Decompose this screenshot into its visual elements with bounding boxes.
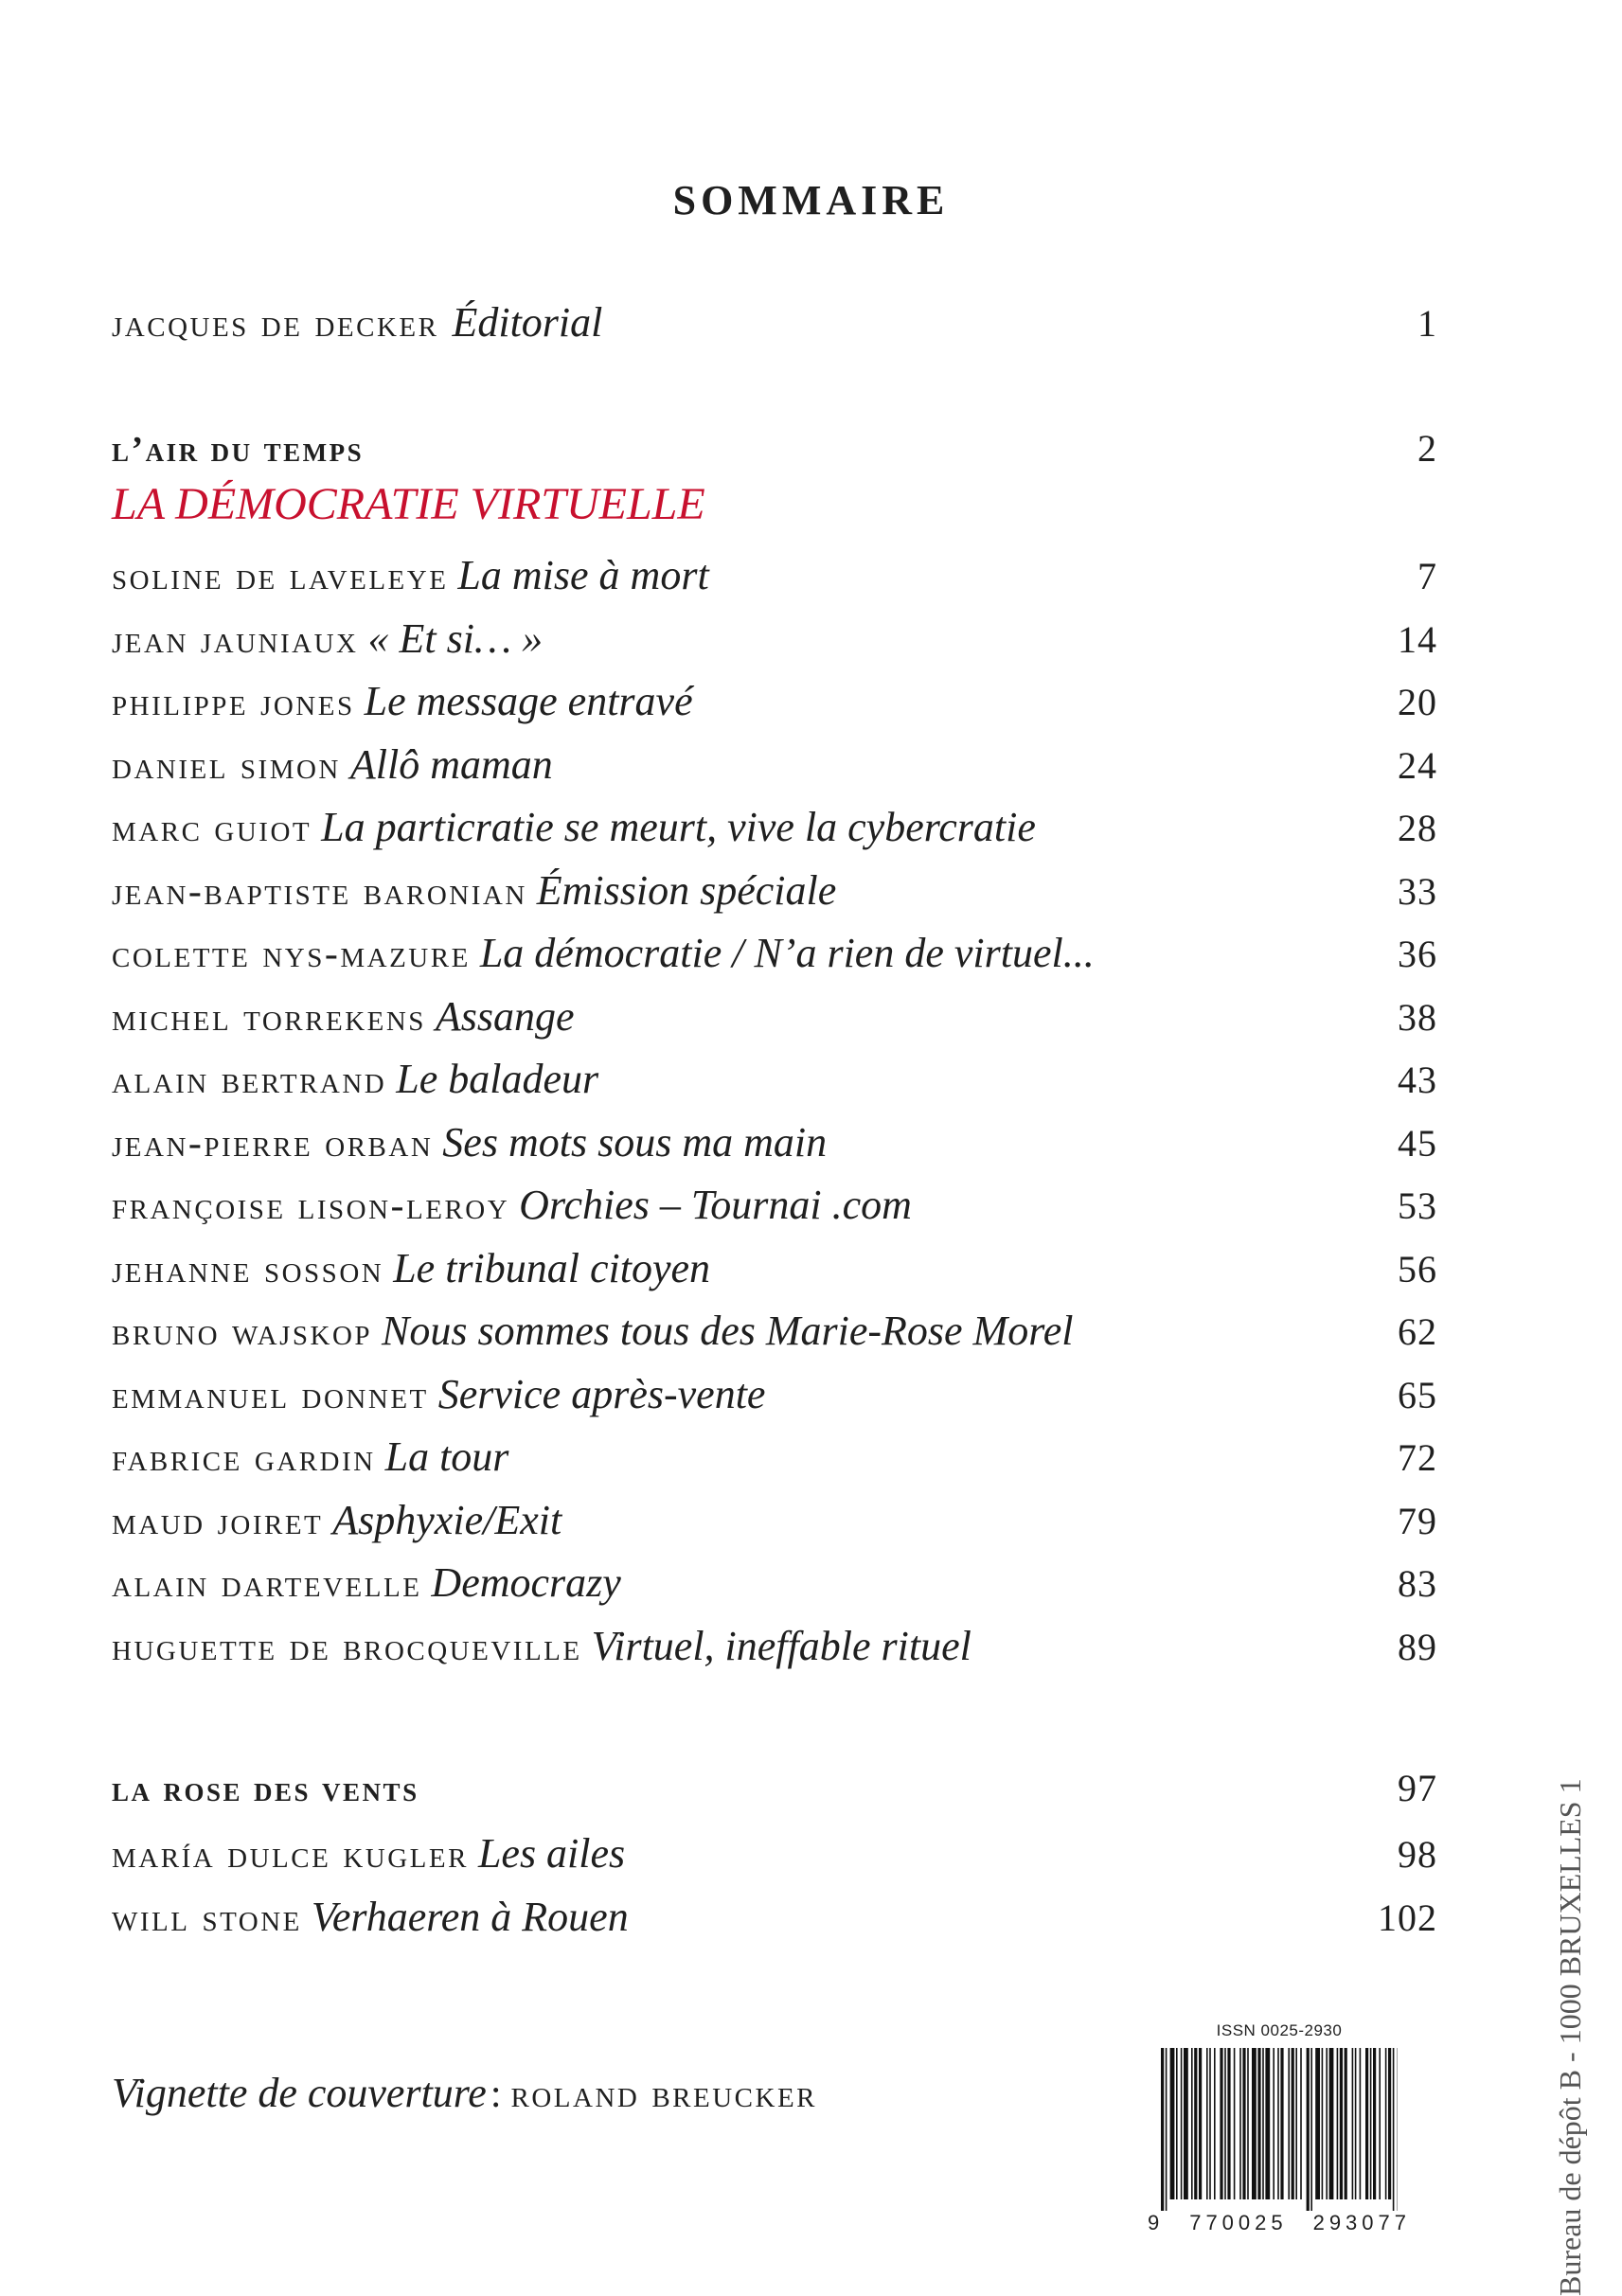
toc-entry: [112, 1496, 561, 1544]
toc-entry: [112, 1181, 912, 1229]
work-title: Le tribunal citoyen: [393, 1245, 710, 1291]
work-title: Le baladeur: [396, 1056, 598, 1102]
toc-row[interactable]: [112, 1370, 1437, 1427]
author-name: françoise lison-leroy: [112, 1184, 509, 1228]
toc-row[interactable]: [112, 740, 1437, 797]
toc-entry: [112, 1558, 621, 1607]
page-number: 97: [1398, 1766, 1437, 1810]
work-title: La mise à mort: [457, 552, 708, 598]
work-title: La particratie se meurt, vive la cybercratie: [321, 804, 1036, 850]
section-title: l’air du temps: [112, 429, 364, 471]
page-number: 1: [1417, 301, 1437, 346]
toc-row[interactable]: [112, 1622, 1437, 1679]
author-name: soline de laveleye: [112, 555, 448, 598]
toc-section-rose-des-vents[interactable]: [112, 1766, 1437, 1823]
work-title: Allô maman: [350, 741, 553, 788]
page-number: 38: [1398, 995, 1437, 1040]
author-name: jean-pierre orban: [112, 1122, 433, 1166]
page-number: 79: [1398, 1499, 1437, 1543]
work-title: Virtuel, ineffable rituel: [592, 1623, 971, 1669]
work-title: Service après-vente: [438, 1371, 766, 1417]
work-title: La tour: [385, 1433, 509, 1480]
author-name: jean-baptiste baronian: [112, 870, 527, 914]
work-title: Asphyxie/Exit: [332, 1497, 561, 1543]
toc-row[interactable]: [112, 614, 1437, 671]
barcode-digits-end: 293077: [1313, 2211, 1411, 2235]
page-number: 20: [1398, 680, 1437, 724]
credit-colon: :: [490, 2072, 502, 2117]
toc-entry: [112, 929, 1095, 977]
work-title: Assange: [436, 993, 575, 1040]
toc-row[interactable]: [112, 1307, 1437, 1363]
work-title: « Et si… »: [368, 615, 544, 662]
work-title: La démocratie / N’a rien de virtuel...: [480, 930, 1095, 976]
author-name: daniel simon: [112, 744, 341, 788]
work-title: Éditorial: [452, 299, 602, 346]
work-title: Orchies – Tournai .com: [519, 1182, 912, 1228]
toc-entry: [112, 740, 553, 789]
author-name: colette nys-mazure: [112, 933, 471, 976]
toc-row[interactable]: [112, 803, 1437, 860]
toc-row[interactable]: [112, 992, 1437, 1049]
toc-row[interactable]: [112, 1893, 1437, 1949]
page-number: 65: [1398, 1373, 1437, 1417]
toc-entry: [112, 992, 575, 1041]
toc-row[interactable]: [112, 1055, 1437, 1112]
author-name: jacques de decker: [112, 302, 438, 346]
page-number: 2: [1417, 426, 1437, 471]
page-number: 62: [1398, 1309, 1437, 1354]
toc-entry: [112, 551, 709, 599]
toc-row[interactable]: [112, 551, 1437, 608]
work-title: Nous sommes tous des Marie-Rose Morel: [382, 1308, 1073, 1354]
author-name: bruno wajskop: [112, 1310, 372, 1354]
toc-row[interactable]: [112, 1433, 1437, 1489]
toc-entry: [112, 1829, 625, 1878]
toc-entry: [112, 866, 836, 915]
toc-row[interactable]: [112, 866, 1437, 923]
author-name: jehanne sosson: [112, 1248, 383, 1291]
page-number: 53: [1398, 1184, 1437, 1228]
author-name: jean jauniaux: [112, 618, 359, 662]
work-title: Ses mots sous ma main: [442, 1119, 827, 1166]
toc-entry: [112, 614, 543, 663]
author-name: alain dartevelle: [112, 1562, 421, 1606]
author-name: fabrice gardin: [112, 1436, 376, 1480]
toc-row[interactable]: [112, 1181, 1437, 1237]
page-number: 102: [1378, 1896, 1437, 1940]
page-number: 83: [1398, 1561, 1437, 1606]
page-number: 43: [1398, 1058, 1437, 1102]
toc-section-air-du-temps[interactable]: [112, 426, 1437, 483]
page-number: 36: [1398, 932, 1437, 976]
toc-entry: [112, 298, 602, 347]
issn-label: ISSN 0025-2930: [1148, 2021, 1411, 2040]
toc-entry: [112, 1370, 765, 1418]
author-name: maud joiret: [112, 1500, 323, 1543]
cover-credit: [112, 2069, 817, 2117]
page-number: 28: [1398, 806, 1437, 850]
toc-row[interactable]: [112, 1118, 1437, 1175]
page-number: 7: [1417, 554, 1437, 598]
toc-entry: [112, 1893, 629, 1941]
work-title: Émission spéciale: [537, 867, 837, 914]
toc-row[interactable]: [112, 677, 1437, 734]
postal-depot-note: Bureau de dépôt B - 1000 BRUXELLES 1: [1553, 1728, 1600, 2296]
toc-entry: [112, 1055, 598, 1103]
toc-entry: [112, 1307, 1073, 1355]
credit-label: Vignette de couverture: [112, 2069, 487, 2117]
barcode-digit-lead: 9: [1148, 2211, 1164, 2235]
barcode-bars-icon: [1161, 2048, 1398, 2211]
page-number: 33: [1398, 869, 1437, 914]
page-number: 56: [1398, 1247, 1437, 1291]
work-title: Democrazy: [431, 1559, 620, 1606]
author-name: alain bertrand: [112, 1059, 386, 1102]
work-title: Verhaeren à Rouen: [312, 1894, 629, 1940]
author-name: will stone: [112, 1896, 302, 1940]
author-name: maría dulce kugler: [112, 1833, 469, 1877]
toc-row[interactable]: [112, 1496, 1437, 1553]
barcode-number: [1148, 2211, 1411, 2235]
section-title: la rose des vents: [112, 1769, 419, 1810]
page-title: SOMMAIRE: [0, 176, 1622, 224]
work-title: Le message entravé: [365, 678, 693, 724]
page-number: 14: [1398, 617, 1437, 662]
toc-row[interactable]: [112, 1558, 1437, 1615]
toc-entry: [112, 803, 1036, 851]
toc-entry: [112, 1118, 827, 1166]
author-name: emmanuel donnet: [112, 1374, 429, 1417]
barcode-digits-mid: 770025: [1189, 2211, 1287, 2235]
section-theme: LA DÉMOCRATIE VIRTUELLE: [112, 478, 705, 530]
page-number: 45: [1398, 1121, 1437, 1166]
barcode: [1148, 2021, 1411, 2239]
toc-row-editorial[interactable]: [112, 298, 1437, 355]
page-number: 24: [1398, 743, 1437, 788]
work-title: Les ailes: [478, 1830, 625, 1877]
toc-row[interactable]: [112, 1244, 1437, 1301]
page-number: 89: [1398, 1625, 1437, 1669]
credit-name: roland breucker: [511, 2072, 818, 2117]
toc-row[interactable]: [112, 929, 1437, 986]
author-name: huguette de brocqueville: [112, 1626, 582, 1669]
toc-entry: [112, 1622, 971, 1670]
page-number: 98: [1398, 1832, 1437, 1877]
author-name: michel torrekens: [112, 996, 426, 1040]
toc-entry: [112, 1433, 508, 1481]
author-name: philippe jones: [112, 681, 355, 724]
toc-entry: [112, 1244, 710, 1292]
author-name: marc guiot: [112, 807, 312, 850]
toc-entry: [112, 677, 693, 725]
toc-row[interactable]: [112, 1829, 1437, 1886]
page-number: 72: [1398, 1435, 1437, 1480]
